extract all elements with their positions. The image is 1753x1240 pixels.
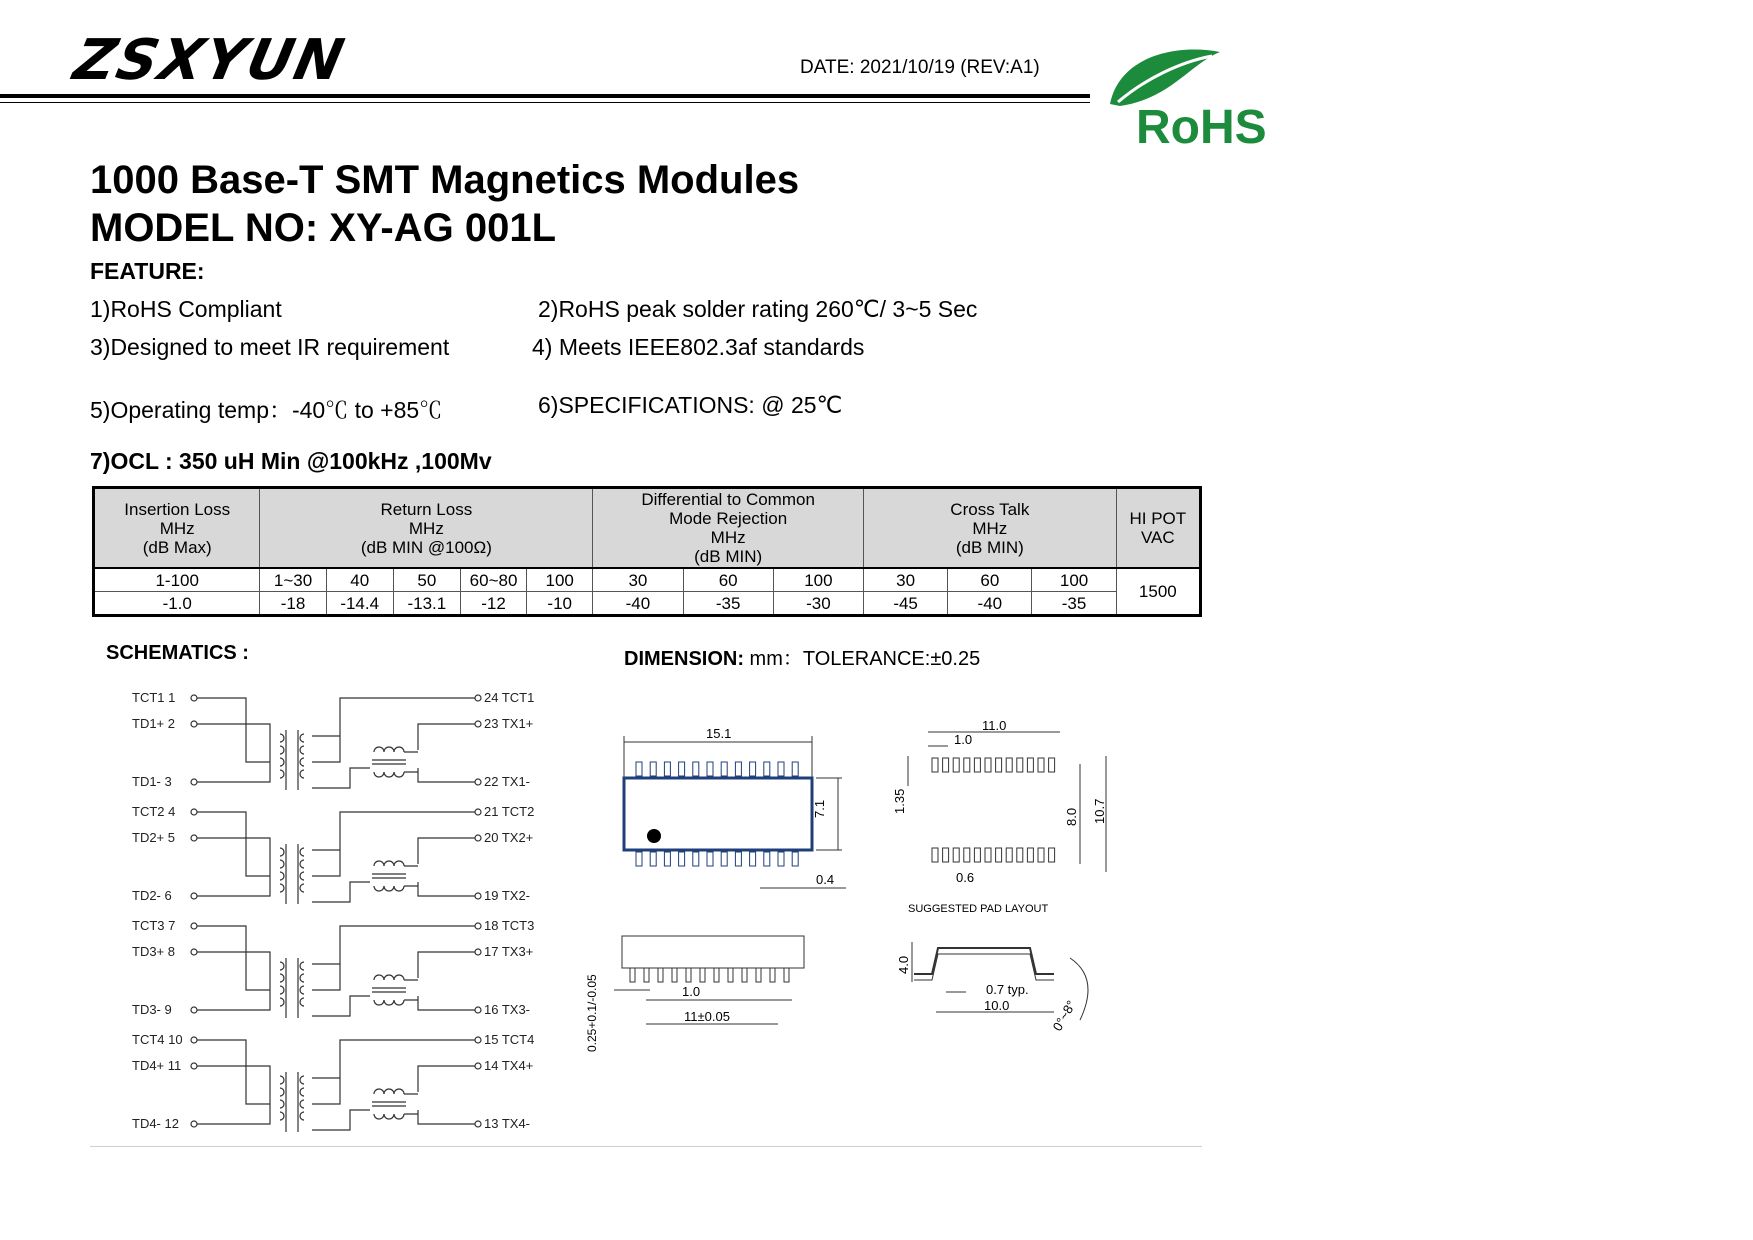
end-height-label: 4.0 <box>896 955 911 974</box>
model-number: MODEL NO: XY-AG 001L <box>90 206 557 250</box>
header-return-loss: Return Loss MHz (dB MIN @100Ω) <box>260 488 593 569</box>
top-view-width-label: 7.1 <box>812 799 827 818</box>
table-cell: -30 <box>773 592 863 616</box>
header-rule <box>0 94 1090 98</box>
schematic-pin-label: 17 TX3+ <box>484 944 534 959</box>
header-hipot: HI POT VAC <box>1116 488 1200 569</box>
table-cell: -1.0 <box>94 592 260 616</box>
schematics-title: SCHEMATICS : <box>106 642 249 664</box>
document-title: 1000 Base-T SMT Magnetics Modules <box>90 158 800 202</box>
schematic-pin-label: TD1+ 2 <box>132 716 175 731</box>
schematic-pin-label: TD3- 9 <box>132 1002 172 1017</box>
table-cell: -12 <box>460 592 526 616</box>
schematic-pin-label: TCT4 10 <box>132 1032 183 1047</box>
top-view-length-label: 15.1 <box>706 726 732 741</box>
schematic-pin-label: TCT1 1 <box>132 690 176 705</box>
rohs-logo-text: RoHS <box>1136 101 1267 154</box>
table-cell: 60~80 <box>460 568 526 592</box>
table-cell: 1-100 <box>94 568 260 592</box>
feature-heading: FEATURE: <box>90 258 205 284</box>
schematic-pin-label: 20 TX2+ <box>484 830 534 845</box>
schematic-pin-label: 24 TCT1 <box>484 690 535 705</box>
table-cell: 100 <box>1032 568 1116 592</box>
pad-pitch-label: 1.0 <box>954 732 973 747</box>
end-foot-label: 0.7 typ. <box>986 982 1029 997</box>
schematic-pin-label: 22 TX1- <box>484 774 531 789</box>
table-cell: 50 <box>393 568 460 592</box>
schematic-pin-label: TD2- 6 <box>132 888 172 903</box>
end-width-label: 10.0 <box>984 998 1010 1013</box>
feature-1: 1)RoHS Compliant <box>90 296 282 322</box>
feature-5: 5)Operating temp：-40℃ to +85℃ <box>90 397 443 423</box>
pad-height-label: 1.35 <box>892 788 907 814</box>
schematic-pin-label: 19 TX2- <box>484 888 531 903</box>
table-cell: -18 <box>260 592 326 616</box>
side-thickness-label: 0.25+0.1/-0.05 <box>585 974 599 1052</box>
pad-span-label: 11.0 <box>982 718 1007 733</box>
table-cell: -35 <box>1032 592 1116 616</box>
schematic-pin-label: TCT3 7 <box>132 918 176 933</box>
dimension-title: DIMENSION: mm：TOLERANCE:±0.25 <box>624 648 981 670</box>
header-insertion-loss: Insertion Loss MHz (dB Max) <box>94 488 260 569</box>
schematic-pin-label: 13 TX4- <box>484 1116 531 1131</box>
pad-inner-label: 8.0 <box>1064 807 1079 826</box>
schematic-pin-label: TD3+ 8 <box>132 944 175 959</box>
table-cell: -13.1 <box>393 592 460 616</box>
table-row-frequency <box>94 568 1201 592</box>
table-cell: -45 <box>864 592 948 616</box>
side-span-label: 11±0.05 <box>684 1009 730 1024</box>
table-cell: 100 <box>773 568 863 592</box>
schematic-pin-label: 15 TCT4 <box>484 1032 535 1047</box>
feature-7: 7)OCL : 350 uH Min @100kHz ,100Mv <box>90 448 492 474</box>
schematic-pin-label: 16 TX3- <box>484 1002 531 1017</box>
schematic-pin-label: 18 TCT3 <box>484 918 535 933</box>
table-cell: 60 <box>948 568 1032 592</box>
table-cell: -35 <box>683 592 773 616</box>
schematic-pin-label: TD2+ 5 <box>132 830 175 845</box>
hipot-value: 1500 <box>1116 568 1200 616</box>
schematic-pin-label: 14 TX4+ <box>484 1058 534 1073</box>
pad-width-label: 0.6 <box>956 870 975 885</box>
schematic-pin-label: TCT2 4 <box>132 804 176 819</box>
feature-3: 3)Designed to meet IR requirement <box>90 334 450 360</box>
side-view-drawing <box>580 928 820 1058</box>
schematic-pin-label: 23 TX1+ <box>484 716 534 731</box>
header-rule-thin <box>0 102 1090 103</box>
table-cell: -40 <box>593 592 683 616</box>
feature-2: 2)RoHS peak solder rating 260℃/ 3~5 Sec <box>538 296 978 322</box>
table-cell: 60 <box>683 568 773 592</box>
table-header-row <box>94 488 1201 569</box>
table-cell: 30 <box>864 568 948 592</box>
pad-layout-caption: SUGGESTED PAD LAYOUT <box>908 903 1049 915</box>
schematic-pin-label: TD4+ 11 <box>132 1058 182 1073</box>
schematic-diagram <box>100 680 580 1140</box>
table-cell: 40 <box>326 568 393 592</box>
table-cell: 30 <box>593 568 683 592</box>
feature-6: 6)SPECIFICATIONS: @ 25℃ <box>538 392 843 418</box>
table-cell: -14.4 <box>326 592 393 616</box>
pad-outer-label: 10.7 <box>1092 798 1107 824</box>
top-view-drawing <box>610 720 870 900</box>
header-dcmr: Differential to Common Mode Rejection MHz (dB MIN) <box>593 488 864 569</box>
table-cell: 1~30 <box>260 568 326 592</box>
table-cell: -40 <box>948 592 1032 616</box>
brand-logo: ZSXYUN <box>68 28 351 93</box>
specification-table <box>92 486 1202 617</box>
top-view-pin-label: 0.4 <box>816 872 835 887</box>
end-view-drawing <box>890 928 1130 1048</box>
table-cell: 100 <box>527 568 593 592</box>
side-pitch-label: 1.0 <box>682 984 701 999</box>
header-cross-talk: Cross Talk MHz (dB MIN) <box>864 488 1117 569</box>
table-row-values <box>94 592 1201 616</box>
table-cell: -10 <box>527 592 593 616</box>
schematic-pin-label: TD1- 3 <box>132 774 172 789</box>
feature-4: 4) Meets IEEE802.3af standards <box>532 334 865 360</box>
pad-layout-drawing <box>890 716 1150 926</box>
footer-rule <box>90 1146 1202 1147</box>
schematic-pin-label: 21 TCT2 <box>484 804 535 819</box>
document-date: DATE: 2021/10/19 (REV:A1) <box>800 57 1040 78</box>
schematic-pin-label: TD4- 12 <box>132 1116 179 1131</box>
end-angle-label: 0°~8° <box>1049 997 1079 1034</box>
